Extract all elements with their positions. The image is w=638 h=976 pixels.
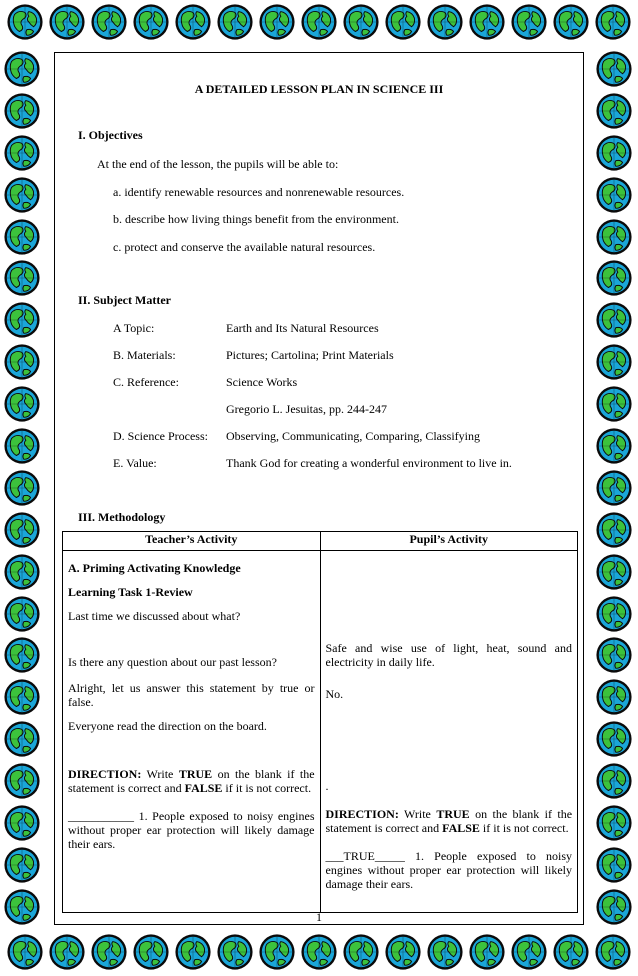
subject-label: B. Materials: [113,348,176,362]
globe-icon [3,385,41,423]
learning-task-heading: Learning Task 1-Review [68,585,193,599]
subject-value: Thank God for creating a wonderful environment to live in. [226,456,512,470]
subject-value: Earth and Its Natural Resources [226,321,379,335]
objectives-intro: At the end of the lesson, the pupils will be able to: [97,157,339,171]
methodology-heading: III. Methodology [78,510,166,524]
globe-icon [468,3,506,41]
globe-icon [595,343,633,381]
objective-item: b. describe how living things benefit from the environment. [113,212,399,226]
direction-label: DIRECTION: [68,767,142,781]
globe-icon [90,933,128,971]
teacher-question: Last time we discussed about what? [68,609,241,623]
objective-item: a. identify renewable resources and nonrenewable resources. [113,185,405,199]
globe-icon [3,636,41,674]
globe-icon [3,553,41,591]
border-top [0,0,638,46]
teacher-activity-cell [63,551,321,913]
globe-icon [426,933,464,971]
globe-icon [595,846,633,884]
globe-icon [132,933,170,971]
methodology-table [62,531,578,913]
globe-icon [6,3,44,41]
globe-icon [552,3,590,41]
page-title: A DETAILED LESSON PLAN IN SCIENCE III [194,82,444,96]
direction-text: Write [146,767,174,781]
globe-icon [216,933,254,971]
teacher-item: ___________ 1. People exposed to noisy engines without proper ear protection will likely damage their ears. [68,809,315,851]
globe-icon [342,933,380,971]
page-number: 1 [316,910,322,924]
objectives-heading: I. Objectives [78,128,143,142]
globe-icon [48,3,86,41]
border-bottom [0,930,638,976]
globe-icon [595,259,633,297]
teacher-column-header: Teacher’s Activity [63,532,321,551]
subject-label: A Topic: [113,321,155,335]
globe-icon [3,804,41,842]
globe-icon [595,176,633,214]
direction-text: Write [404,807,431,821]
globe-icon [595,804,633,842]
globe-icon [594,3,632,41]
objective-item: c. protect and conserve the available natural resources. [113,240,376,254]
globe-icon [3,427,41,465]
globe-icon [258,3,296,41]
direction-text: if it is not correct. [225,781,312,795]
globe-icon [3,720,41,758]
globe-icon [595,385,633,423]
globe-icon [510,3,548,41]
globe-icon [6,933,44,971]
globe-icon [3,218,41,256]
globe-icon [595,218,633,256]
teacher-question: Is there any question about our past lesson? [68,655,277,669]
direction-text: on the blank if the statement is correct and [68,767,315,795]
globe-icon [3,469,41,507]
globe-icon [595,511,633,549]
subject-value: Gregorio L. Jesuitas, pp. 244-247 [226,402,387,416]
subject-value: Science Works [226,375,298,389]
direction-text: if it is not correct. [482,821,569,835]
globe-icon [3,762,41,800]
pupil-activity-cell [320,551,578,913]
globe-icon [3,846,41,884]
pupil-answer: No. [325,687,344,701]
globe-icon [3,511,41,549]
globe-icon [595,134,633,172]
globe-icon [3,92,41,130]
pupil-answer: . [325,779,329,793]
direction-label: DIRECTION: [325,807,399,821]
globe-icon [595,469,633,507]
globe-icon [3,595,41,633]
globe-icon [595,427,633,465]
pupil-answer: Safe and wise use of light, heat, sound and electricity in daily life. [325,641,572,669]
globe-icon [3,301,41,339]
subject-label: C. Reference: [113,375,179,389]
teacher-instruction: Everyone read the direction on the board. [68,719,267,733]
subject-label: E. Value: [113,456,157,470]
globe-icon [3,259,41,297]
pupil-item: ___TRUE_____ 1. People exposed to noisy engines without proper ear protection will likely damage their ears. [325,849,572,891]
globe-icon [342,3,380,41]
globe-icon [48,933,86,971]
globe-icon [595,720,633,758]
pupil-direction [326,807,573,835]
subject-value: Pictures; Cartolina; Print Materials [226,348,394,362]
globe-icon [595,595,633,633]
priming-heading: A. Priming Activating Knowledge [68,561,241,575]
globe-icon [595,301,633,339]
globe-icon [384,3,422,41]
globe-icon [174,3,212,41]
globe-icon [468,933,506,971]
globe-icon [552,933,590,971]
globe-icon [595,678,633,716]
globe-icon [3,343,41,381]
direction-false: FALSE [184,781,223,795]
globe-icon [300,3,338,41]
globe-icon [426,3,464,41]
border-left [0,46,46,930]
subject-matter-heading: II. Subject Matter [78,293,171,307]
globe-icon [595,553,633,591]
direction-true: TRUE [436,807,470,821]
direction-text: on the blank if the statement is correct and [325,807,573,835]
globe-icon [510,933,548,971]
globe-icon [3,678,41,716]
globe-icon [300,933,338,971]
pupil-column-header: Pupil’s Activity [320,532,578,551]
globe-icon [595,92,633,130]
teacher-direction [68,767,315,795]
globe-icon [216,3,254,41]
globe-icon [90,3,128,41]
globe-icon [174,933,212,971]
globe-icon [3,176,41,214]
globe-icon [3,134,41,172]
globe-icon [594,933,632,971]
teacher-instruction: Alright, let us answer this statement by true or false. [68,681,315,709]
globe-icon [384,933,422,971]
globe-icon [132,3,170,41]
globe-icon [595,636,633,674]
subject-value: Observing, Communicating, Comparing, Classifying [226,429,480,443]
globe-icon [595,762,633,800]
direction-true: TRUE [178,767,213,781]
direction-false: FALSE [442,821,480,835]
border-right [592,46,638,930]
globe-icon [258,933,296,971]
subject-label: D. Science Process: [113,429,208,443]
